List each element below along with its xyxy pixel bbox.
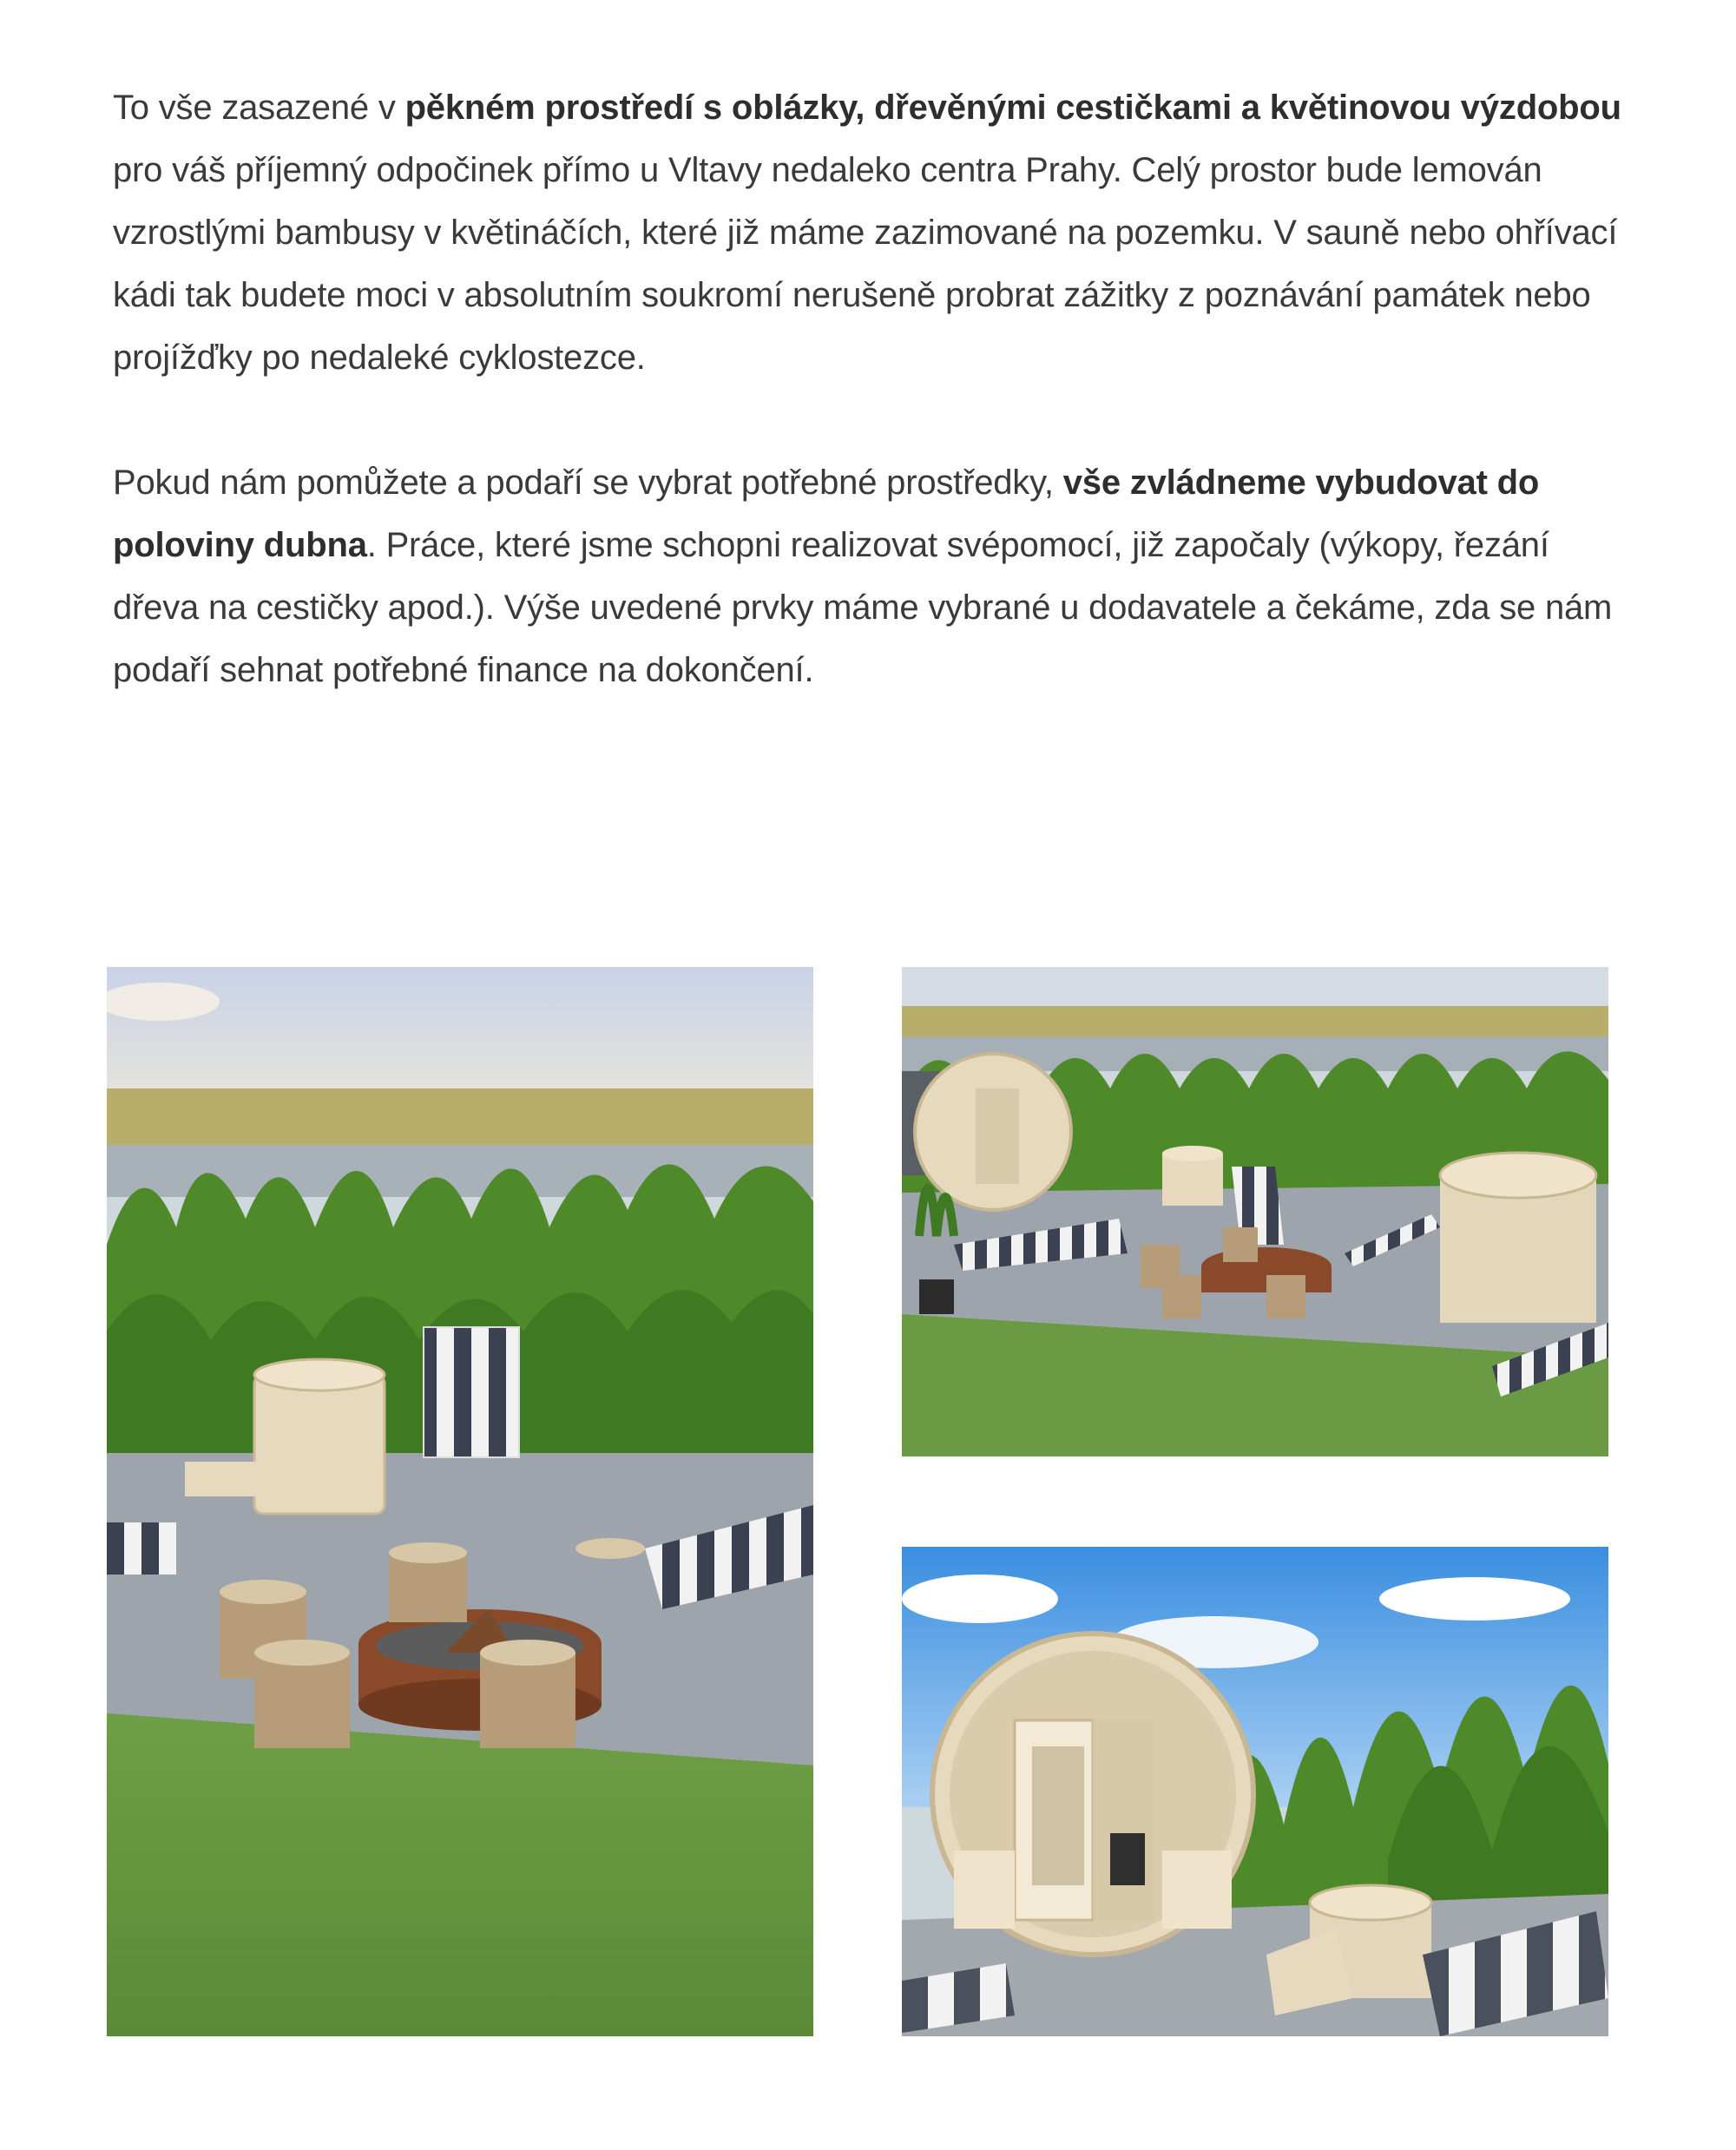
paragraph-1-bold: pěkném prostředí s oblázky, dřevěnými cestičkami a květinovou výzdobou <box>404 89 1621 127</box>
paragraph-1-text-2: pro váš příjemný odpočinek přímo u Vltavy nedaleko centra Prahy. Celý prostor bude lemován vzrostlými bambusy v květináčích, které již máme zazimované na pozemku. V sauně nebo ohřívací kádi tak budete moci v absolutním soukromí nerušeně probrat zážitky z poznávání památek nebo projížďky po nedaleké cyklostezce. <box>113 151 1618 377</box>
paragraph-2-text-2: . Práce, které jsme schopni realizovat svépomocí, již započaly (výkopy, řezání dřeva na cestičky apod.). Výše uvedené prvky máme vybrané u dodavatele a čekáme, zda se nám podaří sehnat potřebné finance na dokončení. <box>113 526 1613 689</box>
render-sauna-illustration <box>902 1547 1608 2036</box>
article-body <box>113 76 1623 701</box>
paragraph-2-bold: vše zvládneme vybudovat do poloviny dubna <box>113 464 1540 564</box>
paragraph-2-text-1: Pokud nám pomůžete a podaří se vybrat potřebné prostředky, <box>113 464 1063 502</box>
render-relax-area-illustration <box>107 967 813 2036</box>
paragraph-1-text-1: To vše zasazené v <box>113 89 405 127</box>
render-sauna-image <box>902 1547 1608 2036</box>
render-overview-illustration <box>902 967 1608 1456</box>
render-relax-area-image <box>107 967 813 2036</box>
paragraph-2 <box>113 451 1623 701</box>
render-overview-image <box>902 967 1608 1456</box>
paragraph-1 <box>113 76 1623 389</box>
